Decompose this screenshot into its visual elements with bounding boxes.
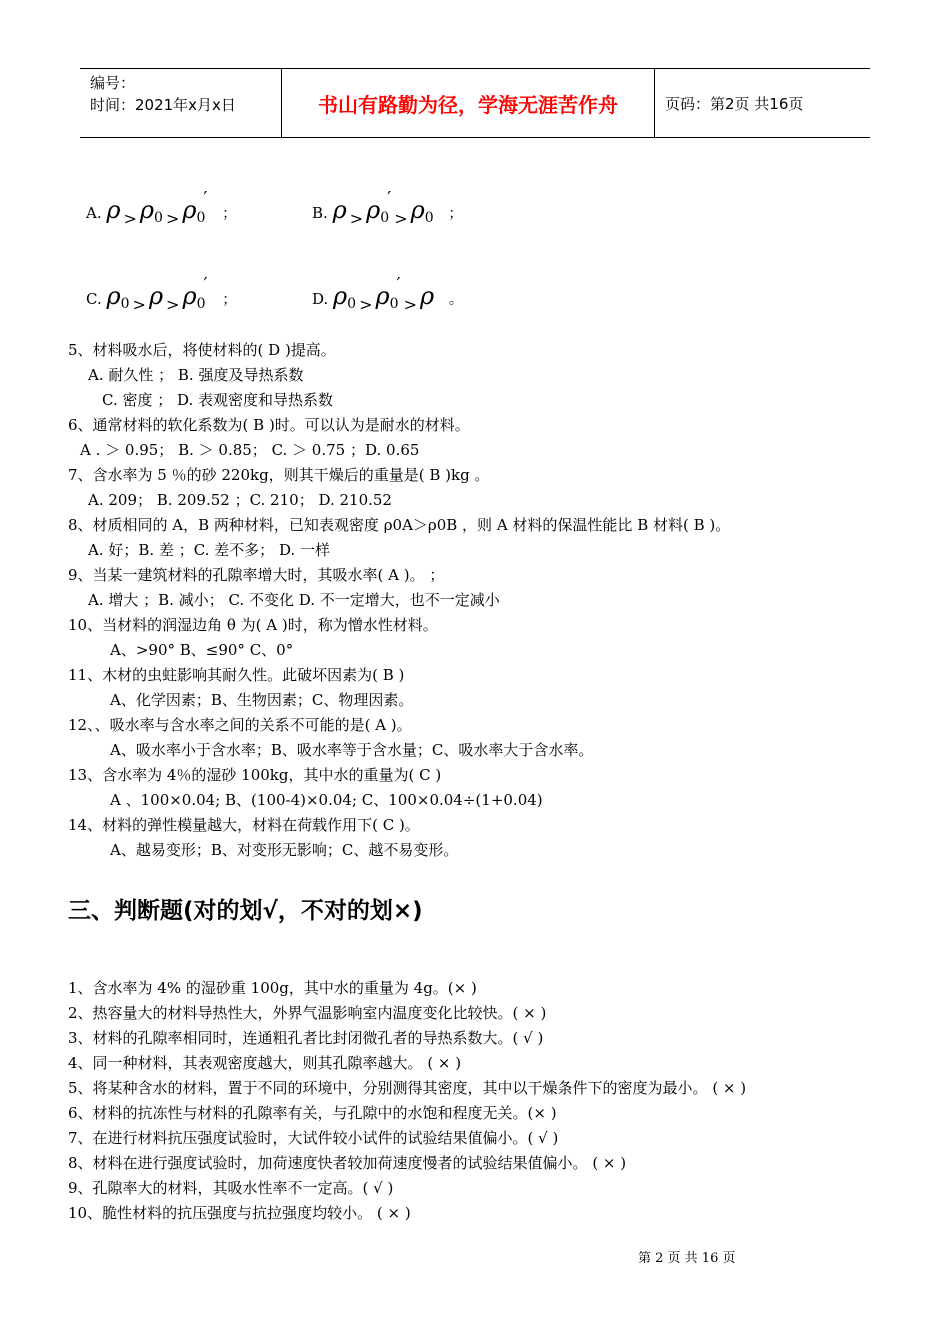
answer-line: A、吸水率小于含水率；B、吸水率等于含水量；C、吸水率大于含水率。 [110,741,594,759]
judgment-line: 2、热容量大的材料导热性大，外界气温影响室内温度变化比较快。( × ) [68,1004,547,1022]
prime-mark: ′ [396,274,401,295]
rho-symbol: ρ [182,282,197,310]
gt-sign: > [359,295,373,314]
question-line: 5、材料吸水后，将使材料的( D )提高。 [68,341,336,359]
rho-symbol: ρ [420,282,435,310]
option-label: B. [312,204,328,222]
rho-symbol: ρ [410,196,425,224]
judgment-line: 10、脆性材料的抗压强度与抗拉强度均较小。 ( × ) [68,1204,411,1222]
question-line: 6、通常材料的软化系数为( B )时。可以认为是耐水的材料。 [68,416,470,434]
rho-symbol: ρ [106,196,121,224]
rho-symbol: ρ [332,196,347,224]
judgment-line: 9、孔隙率大的材料，其吸水性率不一定高。( √ ) [68,1179,394,1197]
page-footer: 第 2 页 共 16 页 [638,1251,736,1266]
header-slogan: 书山有路勤为径，学海无涯苦作舟 [282,69,655,137]
time-label: 时间：2021年x月x日 [90,96,236,114]
answer-line: A. 209； B. 209.52 ；C. 210； D. 210.52 [88,491,392,509]
question-line: 13、含水率为 4％的湿砂 100kg，其中水的重量为( C ) [68,766,442,784]
gt-sign: > [132,295,146,314]
rho-symbol: ρ [148,282,164,310]
answer-line: A、越易变形；B、对变形无影响；C、越不易变形。 [110,841,459,859]
rho-symbol: ρ [375,282,390,310]
formula-option-d [312,274,463,314]
judgment-line: 5、将某种含水的材料，置于不同的环境中，分别测得其密度，其中以干燥条件下的密度为最小。 ( × ) [68,1079,747,1097]
question-line: 14、材料的弹性模量越大，材料在荷载作用下( C )。 [68,816,420,834]
option-label: A. [86,204,102,222]
option-end: ； [222,206,237,222]
answer-line: A. 好；B. 差 ；C. 差不多； D. 一样 [88,541,330,559]
number-label: 编号： [90,74,136,92]
formula-option-b [312,188,462,228]
gt-sign: > [349,209,364,228]
judgment-line: 3、材料的孔隙率相同时，连通粗孔者比封闭微孔者的导热系数大。( √ ) [68,1029,544,1047]
prime-mark: ′ [203,274,208,295]
subscript: 0 [380,210,390,226]
subscript: 0 [154,210,163,226]
subscript: 0 [389,296,399,312]
option-end: 。 [448,292,463,308]
rho-symbol: ρ [139,196,155,224]
rho-symbol: ρ [366,196,381,224]
gt-sign: > [166,295,180,314]
answer-line: A、化学因素；B、生物因素；C、物理因素。 [110,691,414,709]
question-line: 9、当某一建筑材料的孔隙率增大时，其吸水率( A )。 ； [68,566,445,584]
header-left-cell [80,69,282,137]
answer-line: A. 增大 ；B. 减小； C. 不变化 D. 不一定增大，也不一定减小 [88,591,500,609]
answer-line: A . ＞ 0.95； B. ＞ 0.85； C. ＞ 0.75 ；D. 0.65 [80,441,420,459]
option-end: ； [448,206,463,222]
rho-symbol: ρ [333,282,348,310]
section-heading: 三、判断题(对的划√，不对的划×) [68,898,423,924]
question-line: 11、木材的虫蛀影响其耐久性。此破坏因素为( B ) [68,666,405,684]
question-line: 8、材质相同的 A，B 两种材料，已知表观密度 ρ0A＞ρ0B ，则 A 材料的保温性能比 B 材料( B )。 [68,516,731,534]
answer-line: A. 耐久性 ； B. 强度及导热系数 [88,366,304,384]
question-line: 7、含水率为 5 ％的砂 220kg，则其干燥后的重量是( B )kg 。 [68,466,490,484]
subscript: 0 [196,210,206,226]
judgment-line: 8、材料在进行强度试验时，加荷速度快者较加荷速度慢者的试验结果值偏小。 ( × ) [68,1154,627,1172]
option-label: D. [312,290,329,308]
judgment-line: 6、材料的抗冻性与材料的孔隙率有关，与孔隙中的水饱和程度无关。(× ) [68,1104,557,1122]
subscript: 0 [120,296,130,312]
judgment-line: 4、同一种材料，其表观密度越大，则其孔隙率越大。 ( × ) [68,1054,462,1072]
formula-option-a [86,188,236,228]
subscript: 0 [347,296,357,312]
option-label: C. [86,290,102,308]
gt-sign: > [403,295,418,314]
rho-symbol: ρ [182,196,197,224]
judgment-line: 7、在进行材料抗压强度试验时，大试件较小试件的试验结果值偏小。( √ ) [68,1129,559,1147]
answer-line: A 、100×0.04; B、(100-4)×0.04; C、100×0.04÷(1+0.04) [110,791,543,809]
judgment-line: 1、含水率为 4% 的湿砂重 100g，其中水的重量为 4g。(× ) [68,979,477,997]
gt-sign: > [394,209,408,228]
question-line: 12、、吸水率与含水率之间的关系不可能的是( A )。 [68,716,412,734]
subscript: 0 [424,210,434,226]
prime-mark: ′ [387,188,392,209]
page-header [80,68,870,138]
header-page-info: 页码：第2页 共16页 [665,94,804,113]
rho-symbol: ρ [106,282,121,310]
question-line: 10、当材料的润湿边角 θ 为( A )时，称为憎水性材料。 [68,616,438,634]
formula-option-c [86,274,236,314]
gt-sign: > [123,209,137,228]
answer-line: A、>90° B、≤90° C、0° [110,641,294,659]
subscript: 0 [196,296,206,312]
gt-sign: > [165,209,180,228]
option-end: ； [222,292,237,308]
prime-mark: ′ [203,188,208,209]
answer-line: C. 密度 ； D. 表观密度和导热系数 [102,391,334,409]
